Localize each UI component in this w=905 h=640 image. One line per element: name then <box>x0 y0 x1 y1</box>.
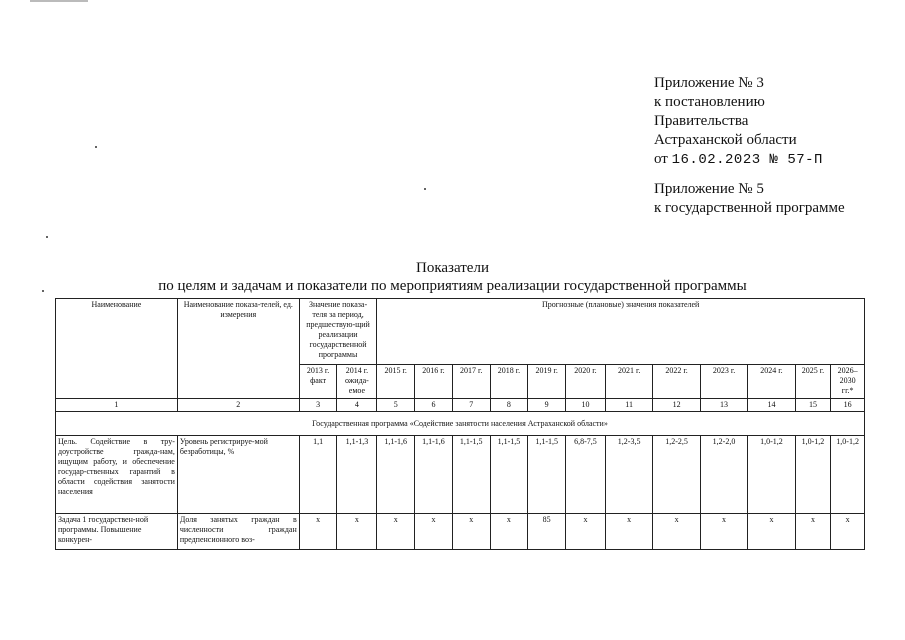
header-indicator: Наименование показа-телей, ед. измерения <box>177 299 299 399</box>
value-cell: x <box>452 514 490 550</box>
column-number: 2 <box>177 399 299 412</box>
value-cell: x <box>748 514 795 550</box>
subheader-cell: 2014 г. ожида-емое <box>337 365 377 399</box>
value-cell: 1,1-1,3 <box>337 436 377 514</box>
value-cell: 1,0-1,2 <box>748 436 795 514</box>
scan-artifact-dot <box>95 146 97 148</box>
value-cell: 1,0-1,2 <box>831 436 865 514</box>
date-prefix: от <box>654 151 668 167</box>
column-number: 10 <box>566 399 606 412</box>
subheader-cell: 2017 г. <box>452 365 490 399</box>
appendix-date-line <box>654 150 823 170</box>
subheader-cell: 2025 г. <box>795 365 831 399</box>
column-number: 16 <box>831 399 865 412</box>
subheader-cell: 2020 г. <box>566 365 606 399</box>
value-cell: x <box>653 514 700 550</box>
subheader-cell: 2024 г. <box>748 365 795 399</box>
scan-artifact-dot <box>424 188 426 190</box>
appendix-line: Приложение № 5 <box>654 181 764 197</box>
subheader-cell: 2018 г. <box>490 365 528 399</box>
appendix-line: Правительства <box>654 113 749 129</box>
column-number: 6 <box>415 399 453 412</box>
value-cell: x <box>490 514 528 550</box>
value-cell: 85 <box>528 514 566 550</box>
column-number: 3 <box>299 399 337 412</box>
value-cell: 1,1-1,5 <box>452 436 490 514</box>
column-number-row <box>56 399 865 412</box>
column-number: 8 <box>490 399 528 412</box>
column-number: 4 <box>337 399 377 412</box>
value-cell: 1,2-2,0 <box>700 436 747 514</box>
column-number: 9 <box>528 399 566 412</box>
column-number: 15 <box>795 399 831 412</box>
decree-date-number: 16.02.2023 № 57-П <box>671 152 823 168</box>
header-prior-value: Значение показа-теля за период, предшествую-щий реализации государственной программы <box>299 299 377 365</box>
value-cell: x <box>566 514 606 550</box>
indicators-table <box>55 298 865 550</box>
value-cell: x <box>377 514 415 550</box>
table-header-row <box>56 299 865 365</box>
value-cell: 1,2-3,5 <box>605 436 652 514</box>
column-number: 14 <box>748 399 795 412</box>
column-number: 13 <box>700 399 747 412</box>
subheader-cell: 2013 г. факт <box>299 365 337 399</box>
document-subtitle: по целям и задачам и показатели по мероприятиям реализации государственной программы <box>158 278 747 294</box>
column-number: 7 <box>452 399 490 412</box>
subheader-cell: 2015 г. <box>377 365 415 399</box>
program-row <box>56 412 865 436</box>
value-cell: 1,1-1,5 <box>490 436 528 514</box>
value-cell: x <box>299 514 337 550</box>
subheader-cell: 2016 г. <box>415 365 453 399</box>
subheader-cell: 2026–2030 гг.* <box>831 365 865 399</box>
value-cell: x <box>700 514 747 550</box>
value-cell: x <box>415 514 453 550</box>
column-number: 1 <box>56 399 178 412</box>
appendix-line: к постановлению <box>654 94 765 110</box>
subheader-cell: 2021 г. <box>605 365 652 399</box>
table-row <box>56 514 865 550</box>
appendix-line: Астраханской области <box>654 132 797 148</box>
value-cell: x <box>831 514 865 550</box>
column-number: 11 <box>605 399 652 412</box>
subheader-cell: 2019 г. <box>528 365 566 399</box>
column-number: 5 <box>377 399 415 412</box>
value-cell: 1,0-1,2 <box>795 436 831 514</box>
row-indicator-cell: Доля занятых граждан в численности граждан предпенсионного воз- <box>177 514 299 550</box>
subheader-cell: 2023 г. <box>700 365 747 399</box>
subheader-cell: 2022 г. <box>653 365 700 399</box>
table-row <box>56 436 865 514</box>
value-cell: x <box>337 514 377 550</box>
row-name-cell: Цель. Содействие в тру-доустройстве граждa-нам, ищущим работу, и обеспечение государ-ственных гарантий в области содействия занятости населения <box>56 436 178 514</box>
value-cell: 1,1-1,6 <box>415 436 453 514</box>
value-cell: 1,2-2,5 <box>653 436 700 514</box>
value-cell: 1,1 <box>299 436 337 514</box>
header-name: Наименование <box>56 299 178 399</box>
value-cell: 6,8-7,5 <box>566 436 606 514</box>
document-title: Показатели <box>416 260 489 276</box>
scan-artifact-line <box>30 0 88 2</box>
column-number: 12 <box>653 399 700 412</box>
scan-artifact-dot <box>46 236 48 238</box>
value-cell: x <box>605 514 652 550</box>
value-cell: 1,1-1,6 <box>377 436 415 514</box>
value-cell: x <box>795 514 831 550</box>
row-name-cell: Задача 1 государствен-ной программы. Повышение конкурен- <box>56 514 178 550</box>
appendix-line: к государственной программе <box>654 200 845 216</box>
program-title-cell: Государственная программа «Содействие занятости населения Астраханской области» <box>56 412 865 436</box>
value-cell: 1,1-1,5 <box>528 436 566 514</box>
appendix-block-5 <box>654 180 845 218</box>
row-indicator-cell: Уровень регистрируе-мой безработицы, % <box>177 436 299 514</box>
appendix-block-3 <box>654 74 823 170</box>
header-forecast: Прогнозные (плановые) значения показателей <box>377 299 865 365</box>
appendix-line: Приложение № 3 <box>654 75 764 91</box>
